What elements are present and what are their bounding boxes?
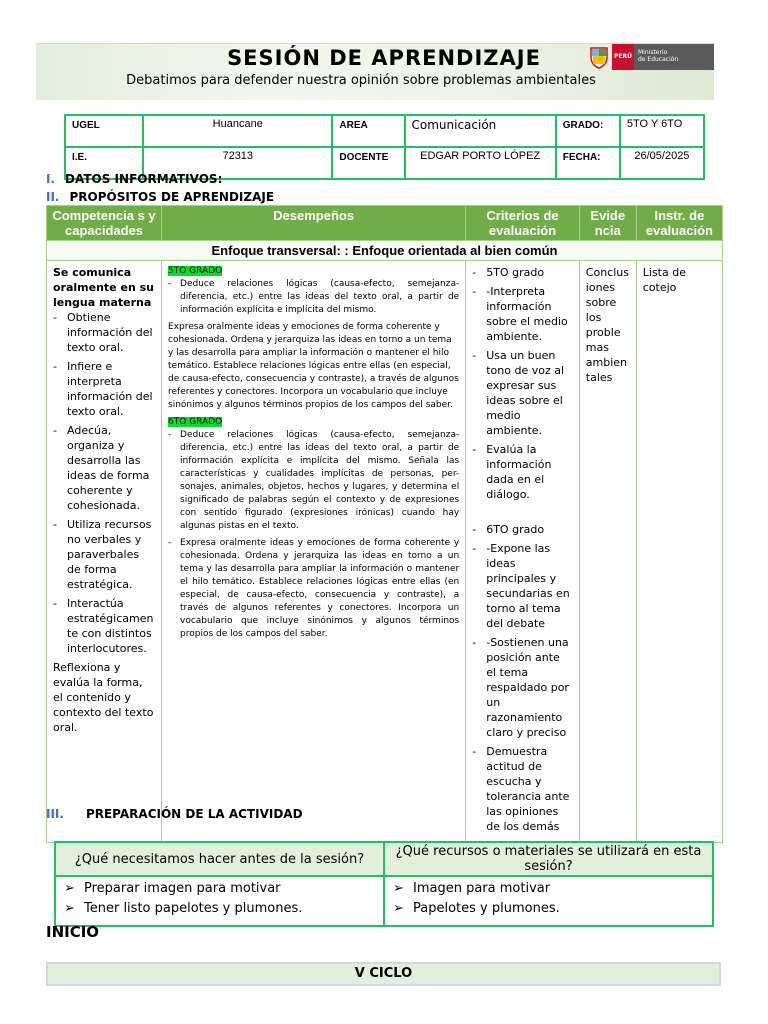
ministry-logo <box>588 44 714 70</box>
evidencia-cell: Conclus iones sobre los proble mas ambien tales <box>579 261 636 843</box>
header-desempenos: Desempeños <box>162 206 466 241</box>
list-item: ➢ Preparar imagen para motivar <box>64 879 375 899</box>
page-subtitle: Debatimos para defender nuestra opinión sobre problemas ambientales <box>126 73 596 88</box>
inicio-heading: INICIO <box>46 923 100 941</box>
header-evidencia: Evide ncia <box>579 206 636 241</box>
g5-paragraph: Expresa oralmente ideas y emociones de forma coherente y cohesionada. Ordena y jerarquiza las ideas en torno a un tema y las desarrolla para ampliar la información o mantener el hilo temático. Establece relaciones lógicas entre ellas (en especial, de causa-efecto, consecuencia y contraste), a través de algunos referentes y conectores. Incorpora un vocabulario que incluye sinónimos y algunos términos propios de los campos del saber. <box>168 322 459 410</box>
fecha-value: 26/05/2025 <box>620 147 704 179</box>
list-item: ➢ Imagen para motivar <box>393 879 704 899</box>
grado-value: 5TO Y 6TO <box>620 115 704 147</box>
fecha-label: FECHA: <box>556 147 620 179</box>
list-item: - Deduce relaciones lógicas (causa-efecto, semejanza-diferencia, etc.) entre las ideas del texto oral, a partir de información explícita e implícita del mismo. <box>168 278 459 317</box>
header-competencias: Competencia s y capacidades <box>47 206 162 241</box>
list-item: - Expresa oralmente ideas y emociones de forma coherente y cohesionada. Ordena y jerarquiza las ideas en torno a un tema y las desarrolla para ampliar la información o mantener el hilo temático. Establece relaciones lógicas entre ellas (en especial, de causa-efecto, consecuencia y contraste), a través de algunos referentes y conectores. Incorpora un vocabulario que incluye sinónimos y algunos términos propios de los campos del saber. <box>168 537 459 641</box>
grado5-highlight: 5TO GRADO <box>168 266 223 276</box>
desempenos-cell <box>162 261 466 843</box>
page-title: SESIÓN DE APRENDIZAJE <box>227 46 541 70</box>
list-item: - Utiliza recursos no verbales y paraverbales de forma estratégica. <box>53 517 155 592</box>
enfoque-transversal: Enfoque transversal: : Enfoque orientada al bien común <box>47 241 723 261</box>
section-datos: I. DATOS INFORMATIVOS: <box>46 172 223 186</box>
arrow-bullet-icon: ➢ <box>64 901 75 916</box>
preparation-table <box>54 841 714 927</box>
prep-resources-cell <box>384 876 713 926</box>
section-propositos: II. PROPÓSITOS DE APRENDIZAJE <box>46 190 275 204</box>
section-preparacion: III. PREPARACIÓN DE LA ACTIVIDAD <box>46 807 303 821</box>
criterios-cell <box>466 261 580 843</box>
docente-label: DOCENTE <box>332 147 404 179</box>
ciclo-bar: V CICLO <box>46 962 721 986</box>
purposes-table <box>46 205 723 843</box>
list-item: - Deduce relaciones lógicas (causa-efecto, semejanza-diferencia, etc.) entre las ideas del texto oral, a partir de información explícita e implícita del mismo. Señala las características y cualidades implícitas de personas, per-sonajes, animales, objetos, hechos y lugares, y determina el significado de palabras según el contexto y de expresiones con sentido figurado (expresiones irónicas) cuando hay algunas pistas en el texto. <box>168 429 459 533</box>
arrow-bullet-icon: ➢ <box>393 901 404 916</box>
instrumento-cell: Lista de cotejo <box>636 261 722 843</box>
area-label: AREA <box>332 115 404 147</box>
competencia-cell <box>47 261 162 843</box>
ie-value: 72313 <box>143 147 332 179</box>
competencia-final: Reflexiona y evalúa la forma, el contenido y contexto del texto oral. <box>53 661 154 734</box>
list-item: - 5TO grado <box>472 265 573 280</box>
ie-label: I.E. <box>65 147 143 179</box>
list-item: - Interactúa estratégicamen te con distintos interlocutores. <box>53 596 155 656</box>
competencia-title: Se comunica oralmente en su lengua materna <box>53 266 154 309</box>
list-item: - Usa un buen tono de voz al expresar sus ideas sobre el medio ambiente. <box>472 348 573 438</box>
grado-label: GRADO: <box>556 115 620 147</box>
info-table <box>64 114 705 180</box>
ministry-name: Ministerio de Educación <box>634 44 714 70</box>
list-item: - Infiere e interpreta información del texto oral. <box>53 359 155 419</box>
list-item: - -Expone las ideas principales y secundarias en torno al tema del debate <box>472 541 573 631</box>
list-item: - -Interpreta información sobre el medio ambiente. <box>472 284 573 344</box>
area-value: Comunicación <box>405 115 556 147</box>
docente-value: EDGAR PORTO LÓPEZ <box>405 147 556 179</box>
criterios-list <box>472 265 573 834</box>
list-item: - Evalúa la información dada en el diálogo. <box>472 442 573 502</box>
list-item: - 6TO grado <box>472 522 573 537</box>
prep-header-before: ¿Qué necesitamos hacer antes de la sesión? <box>55 842 384 876</box>
arrow-bullet-icon: ➢ <box>393 881 404 896</box>
list-item: ➢ Papelotes y plumones. <box>393 899 704 919</box>
capacidades-list <box>53 310 155 656</box>
ugel-label: UGEL <box>65 115 143 147</box>
prep-before-cell <box>55 876 384 926</box>
peru-label: PERÚ <box>612 44 634 70</box>
list-item: - -Sostienen una posición ante el tema respaldado por un razonamiento claro y preciso <box>472 635 573 740</box>
list-item: - Adecúa, organiza y desarrolla las ideas de forma coherente y cohesionada. <box>53 423 155 513</box>
ugel-value: Huancane <box>143 115 332 147</box>
prep-header-resources: ¿Qué recursos o materiales se utilizará en esta sesión? <box>384 842 713 876</box>
list-item: ➢ Tener listo papelotes y plumones. <box>64 899 375 919</box>
arrow-bullet-icon: ➢ <box>64 881 75 896</box>
header-criterios: Criterios de evaluación <box>466 206 580 241</box>
grado6-highlight: 6TO GRADO <box>168 417 223 427</box>
list-item: - Demuestra actitud de escucha y tolerancia ante las opiniones de los demás <box>472 744 573 834</box>
list-item: - Obtiene información del texto oral. <box>53 310 155 355</box>
coat-of-arms-icon <box>588 45 610 69</box>
header-instrumento: Instr. de evaluación <box>636 206 722 241</box>
